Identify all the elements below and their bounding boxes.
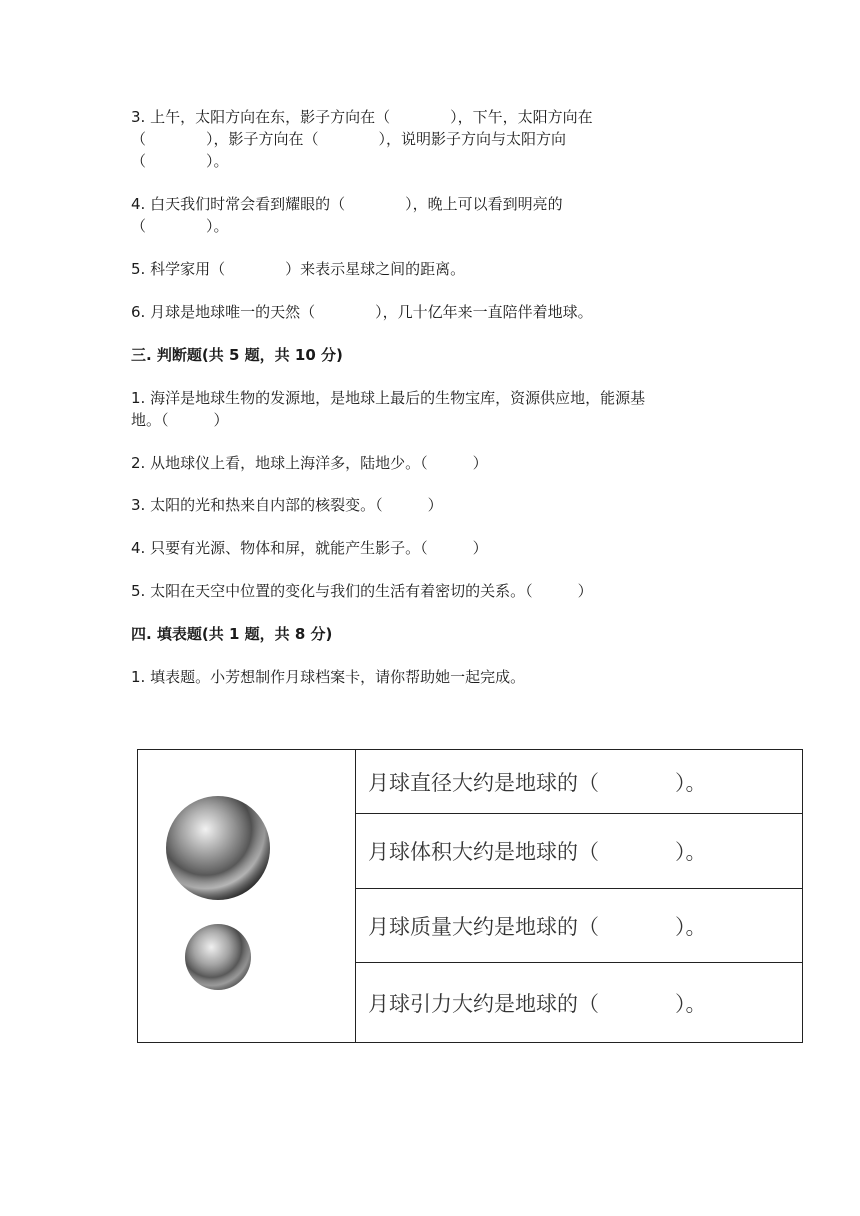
judge-question-4: 4. 只要有光源、物体和屏，就能产生影子。（ ） [131, 539, 488, 557]
globe-images-cell [138, 750, 356, 1042]
moon-gravity-suffix: ）。 [675, 992, 707, 1016]
moon-profile-card [137, 749, 803, 1043]
moon-mass-row [356, 889, 802, 963]
question-3-line-3: （ ）。 [131, 152, 229, 170]
question-6-fill: 6. 月球是地球唯一的天然（ ），几十亿年来一直陪伴着地球。 [131, 303, 593, 321]
judge-question-1 [131, 387, 731, 431]
judge-question-1-line-2: 地。（ ） [131, 411, 229, 429]
question-3-line-1: 3. 上午，太阳方向在东，影子方向在（ ），下午，太阳方向在 [131, 108, 593, 126]
judge-question-3: 3. 太阳的光和热来自内部的核裂变。（ ） [131, 496, 443, 514]
small-globe-image [185, 924, 251, 990]
moon-mass-suffix: ）。 [675, 915, 707, 939]
moon-volume-row [356, 814, 802, 889]
table-question-1: 1. 填表题。小芳想制作月球档案卡，请你帮助她一起完成。 [131, 668, 526, 686]
question-4-fill [131, 193, 731, 237]
moon-gravity-row [356, 963, 802, 1042]
moon-gravity-prefix: 月球引力大约是地球的（ [368, 992, 599, 1016]
question-3-fill [131, 106, 731, 172]
moon-volume-suffix: ）。 [675, 841, 707, 864]
moon-diameter-prefix: 月球直径大约是地球的（ [368, 771, 599, 795]
question-4-line-1: 4. 白天我们时常会看到耀眼的（ ），晚上可以看到明亮的 [131, 195, 563, 213]
section-3-heading: 三. 判断题(共 5 题，共 10 分) [131, 346, 343, 364]
question-5-fill: 5. 科学家用（ ）来表示星球之间的距离。 [131, 260, 466, 278]
moon-facts-column [356, 750, 802, 1042]
judge-question-5: 5. 太阳在天空中位置的变化与我们的生活有着密切的关系。（ ） [131, 582, 593, 600]
question-4-line-2: （ ）。 [131, 217, 229, 235]
moon-diameter-suffix: ）。 [675, 771, 707, 795]
moon-mass-prefix: 月球质量大约是地球的（ [368, 915, 599, 939]
moon-diameter-row [356, 750, 802, 814]
question-3-line-2: （ ），影子方向在（ ），说明影子方向与太阳方向 [131, 130, 567, 148]
large-globe-image [166, 796, 270, 900]
moon-volume-prefix: 月球体积大约是地球的（ [368, 841, 599, 864]
judge-question-2: 2. 从地球仪上看，地球上海洋多，陆地少。（ ） [131, 454, 488, 472]
section-4-heading: 四. 填表题(共 1 题，共 8 分) [131, 625, 333, 643]
judge-question-1-line-1: 1. 海洋是地球生物的发源地，是地球上最后的生物宝库，资源供应地，能源基 [131, 389, 646, 407]
